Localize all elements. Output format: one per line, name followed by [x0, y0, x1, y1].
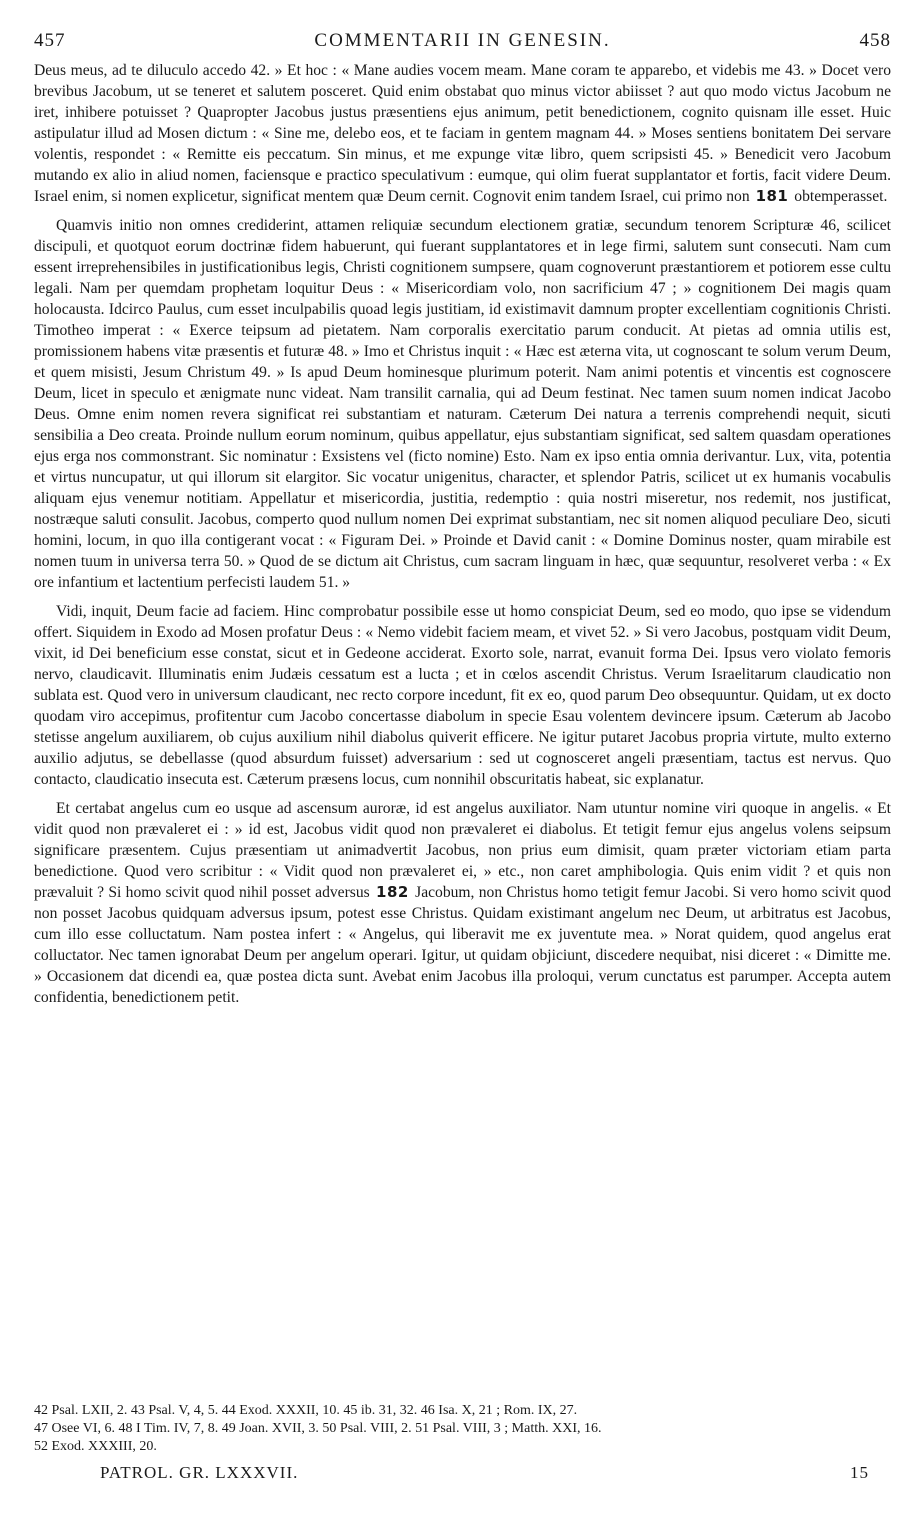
main-text: [34, 60, 891, 1008]
page-footer: [100, 1463, 891, 1483]
running-header: [34, 30, 891, 56]
footnote-line: 52 Exod. XXXIII, 20.: [34, 1439, 157, 1454]
footnote-line: 42 Psal. LXII, 2. 43 Psal. V, 4, 5. 44 Exod. XXXII, 10. 45 ib. 31, 32. 46 Isa. X, 21 ; Rom. IX, 27.: [34, 1403, 578, 1418]
right-page-number: 458: [859, 30, 891, 51]
paragraph: [34, 798, 891, 1008]
paragraph-text: obtemperasset.: [794, 188, 888, 205]
series-label: PATROL. GR. LXXXVII.: [100, 1463, 299, 1482]
sheet-number: 15: [850, 1463, 869, 1482]
left-page-number: 457: [34, 30, 66, 51]
page-title: COMMENTARII IN GENESIN.: [314, 30, 611, 51]
paragraph: Vidi, inquit, Deum facie ad faciem. Hinc comprobatur possibile esse ut homo conspiciat Deum, sed eo modo, quo ipse se videndum offert. Siquidem in Exodo ad Mosen profatur Deus : « Nemo videbit faciem meam, et vivet 52. » Si vero Jacobus, postquam vidit Deum, vixit, id Dei beneficium esse constat, sicut et in Gedeone acciderat. Exorto sole, narrat, evanuit forma Dei. Ipsus vero violato femoris nervo, claudicavit. Illuminatis enim Judæis cessatum est a lucta ; et in cœlos ascendit Christus. Verum Israelitarum claudicatio non sublata est. Quod vero in universum claudicant, nec recto corpore incedunt, fit ex eo, quod parum Deo obsequuntur. Quidam, ut ex docto quodam viro accepimus, profitentur cum Jacobo concertasse diabolum in specie Esau volentem devincere ipsum. Cæterum ab Jacobo stetisse angelum auxiliarem, ob cujus auxilium nihil diabolus quiverit efficere. Ne igitur putaret Jacobus propria virtute, multo externo auxilio adjutus, se debellasse (quod absurdum fuisset) adversarium : sed ut cognosceret angeli præsentiam, tactus est nervus. Quo contacto, claudicatio insecuta est. Cæterum præsens locus, cum nonnihil obscuritatis habeat, sic explanatur.: [34, 603, 891, 788]
column-number: 182: [376, 883, 409, 901]
paragraph-text: Et certabat angelus cum eo usque ad ascensum auroræ, id est angelus auxiliator. Nam utuntur nomine viri quoque in angelis. « Et vidit quod non prævaleret ei : » id est, Jacobus vidit quod non prævaleret ei diabolus. Et tetigit femur ejus angelus volens seipsum significare præsentem. Cujus præsentiam ut animadvertit Jacobus, non prius eum dimisit, quam præter victoriam etiam parta benedictione. Quod vero scribitur : « Vidit quod non prævaleret ei, » etc., non caret amphibologia. Quis enim vidit ? et quis non prævaluit ? Si homo scivit quod nihil posset adversus: [34, 800, 891, 901]
paragraph: Quamvis initio non omnes crediderint, attamen reliquiæ secundum electionem gratiæ, secundum tenorem Scripturæ 46, scilicet discipuli, et quotquot eorum doctrinæ fidem habuerunt, qui fuerant supplantatores et in lege firmi, salutem sunt consecuti. Nam cum essent irreprehensibiles in justificationibus legis, Christi cognitionem sumpsere, quam cognoverunt præstantiorem et potiorem esse cultu legali. Nam per quemdam prophetam loquitur Deus : « Misericordiam volo, non sacrificium 47 ; » cognitionem Dei magis quam holocausta. Idcirco Paulus, cum esset inculpabilis quoad legis justitiam, id existimavit damnum propter excellentiam cognitionis Christi. Timotheo imperat : « Exerce teipsum ad pietatem. Nam corporalis exercitatio parum conducit. At pietas ad omnia utilis est, promissionem habens vitæ præsentis et futuræ 48. » Imo et Christus inquit : « Hæc est æterna vita, ut cognoscant te solum verum Deum, et quem misisti, Jesum Christum 49. » Is apud Deum hominesque plurimum poterit. Nam animi potentis et vincentis est cognoscere Deum, licet in speculo et ænigmate nunc videat. Nam transilit carnalia, qui ad Deum festinat. Nec tamen suum nomen indicat Jacobo Deus. Omne enim nomen revera significat rei substantiam et naturam. Cæterum Dei natura a terrenis comprehendi nequit, sicuti sensibilia a Deo creata. Proinde nullum eorum nominum, quibus appellatur, ejus substantiam significat, sed saltem quasdam operationes ejus erga nos commonstrant. Sic nominatur : Exsistens vel (ficto nomine) Esto. Nam ex ipso entia omnia derivantur. Lux, vita, potentia et virtus nuncupatur, ut qui illorum sit elargitor. Sic vocatur unigenitus, character, et splendor Patris, scilicet ut ex humanis vocabulis aliquam ejus venemur notitiam. Appellatur et misericordia, justitia, redemptio : quia nostri miseretur, nos redemit, nos justificat, nostræque saluti consulit. Jacobus, comperto quod nullum nomen Dei exprimat substantiam, nec sit nomen aliquod peculiare Deo, sicuti homini, locum, in quo illa contigerant vocat : « Figuram Dei. » Proinde et David canit : « Domine Dominus noster, quam mirabile est nomen tuum in universa terra 50. » Quod de se dictum ait Christus, cum sacram linguam in hæc, quæ sequuntur, resolveret verba : « Ex ore infantium et lactentium perfecisti laudem 51. »: [34, 217, 891, 591]
column-number: 181: [755, 187, 789, 205]
paragraph: [34, 60, 891, 207]
page: [34, 30, 891, 1008]
footnotes: [34, 1402, 891, 1456]
paragraph-text: Deus meus, ad te diluculo accedo 42. » Et hoc : « Mane audies vocem meam. Mane coram te apparebo, et videbis me 43. » Docet vero brevibus Jacobum, ut se teneret et salutem posceret. Quid enim obstabat quo minus victor abiisset ? aut quo modo victus Jacobum ne iret, inhibere potuisset ? Quapropter Jacobus justus præsentiens ejus animum, petit benedictionem, cognito quisnam ille esset. Huic astipulatur illud ad Mosen dictum : « Sine me, delebo eos, et te faciam in gentem magnam 44. » Moses sentiens bonitatem Dei servare volentis, respondet : « Remitte eis peccatum. Sin minus, et me expunge vitæ libro, quem scripsisti 45. » Benedicit vero Jacobum mutando ex alio in aliud nomen, faciensque e practico speculativum : eumque, qui olim fuerat supplantator et fortis, facit videre Deum. Israel enim, si nomen explicetur, significat mentem quæ Deum cernit. Cognovit enim tandem Israel, cui primo non: [34, 62, 891, 205]
footnote-line: 47 Osee VI, 6. 48 I Tim. IV, 7, 8. 49 Joan. XVII, 3. 50 Psal. VIII, 2. 51 Psal. VIII, 3 ; Matth. XXI, 16.: [34, 1421, 602, 1436]
paragraph-text: Jacobum, non Christus homo tetigit femur Jacobi. Si vero homo scivit quod non posset Jacobus quidquam adversus ipsum, potest esse Christus. Quidam existimant angelum nec Deum, ut arbitratus est Jacobus, cum illo esse colluctatum. Nam postea infert : « Angelus, qui liberavit me ex juventute mea. » Norat quidem, quod angelus erat colluctator. Nec tamen ignorabat Deum per angelum operari. Igitur, ut quidam objiciunt, discedere nequibat, nisi diceret : « Dimitte me. » Occasionem dat dicendi ea, quæ postea dicta sunt. Avebat enim Jacobus illa proloqui, verum cunctatus est parumper. Accepta autem confidentia, benedictionem petit.: [34, 884, 892, 1006]
